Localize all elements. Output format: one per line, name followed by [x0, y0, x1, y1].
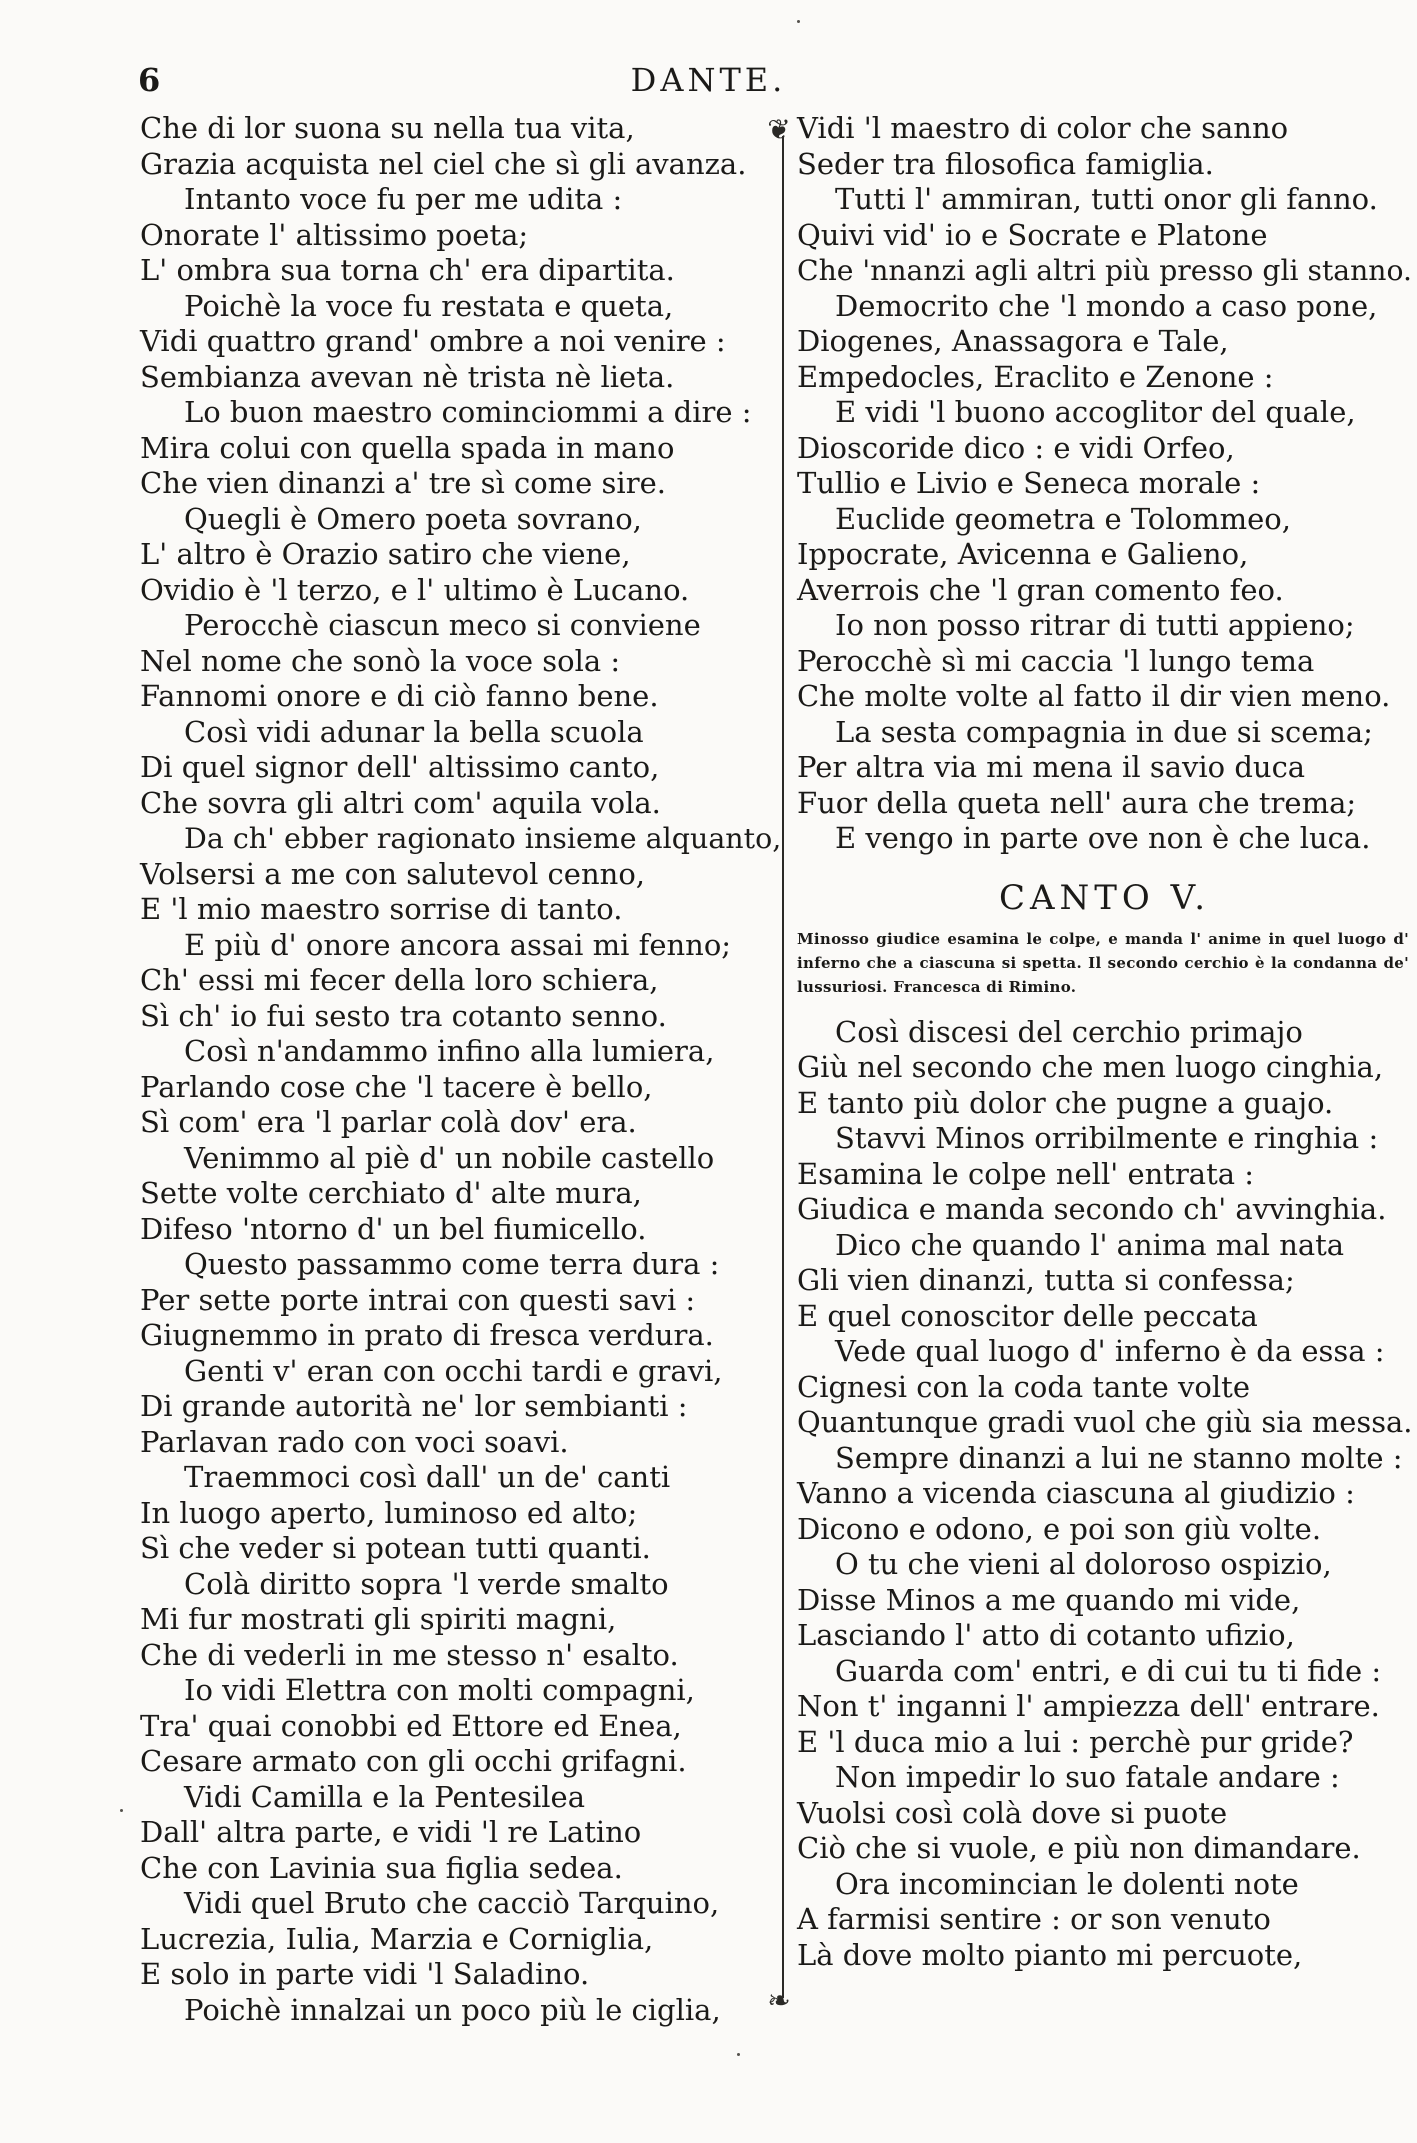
verse-line: Venimmo al piè d' un nobile castello — [184, 1140, 715, 1175]
verse-line: E vengo in parte ove non è che luca. — [835, 821, 1371, 855]
verse-line: Vuolsi così colà dove si puote — [797, 1795, 1228, 1830]
verse-line: Che molte volte al fatto il dir vien meno. — [797, 679, 1391, 713]
verse-line: Quegli è Omero poeta sovrano, — [184, 501, 642, 536]
canto-summary: Minosso giudice esamina le colpe, e manda l' anime in quel luogo d' inferno che a ciascuna si spetta. Il secondo cerchio è la condanna de' lussuriosi. Francesca di Rimino. — [797, 929, 1409, 996]
paper-speck — [120, 1809, 123, 1812]
verse-line: Parlando cose che 'l tacere è bello, — [140, 1069, 653, 1104]
verse-line: Poichè la voce fu restata e queta, — [184, 288, 674, 323]
verse-line: Vidi Camilla e la Pentesilea — [184, 1779, 585, 1814]
verse-line: Traemmoci così dall' un de' canti — [184, 1460, 671, 1494]
verse-line: Tra' quai conobbi ed Ettore ed Enea, — [140, 1708, 682, 1743]
verse-line: Io vidi Elettra con molti compagni, — [184, 1673, 695, 1707]
verse-line: Di quel signor dell' altissimo canto, — [140, 750, 660, 784]
verse-line: Cignesi con la coda tante volte — [797, 1369, 1250, 1404]
verse-line: Fannomi onore e di ciò fanno bene. — [140, 679, 659, 713]
verse-line: Giù nel secondo che men luogo cinghia, — [797, 1050, 1384, 1084]
canto-title: CANTO V. — [998, 877, 1211, 918]
verse-line: Per sette porte intrai con questi savi : — [140, 1282, 696, 1317]
verse-line: L' ombra sua torna ch' era dipartita. — [140, 253, 675, 287]
verse-line: Difeso 'ntorno d' un bel fiumicello. — [140, 1211, 647, 1246]
verse-line: Sempre dinanzi a lui ne stanno molte : — [835, 1440, 1403, 1475]
verse-line: Vidi quattro grand' ombre a noi venire : — [140, 324, 726, 358]
verse-line: Giudica e manda secondo ch' avvinghia. — [797, 1192, 1387, 1226]
verse-line: Onorate l' altissimo poeta; — [140, 217, 529, 252]
fleuron-ornament-icon: ❦ — [767, 113, 791, 146]
verse-line: E più d' onore ancora assai mi fenno; — [184, 927, 732, 962]
verse-line: Non impedir lo suo fatale andare : — [835, 1760, 1340, 1794]
verse-line: A farmisi sentire : or son venuto — [797, 1902, 1271, 1936]
verse-line: Vidi quel Bruto che cacciò Tarquino, — [184, 1886, 720, 1920]
verse-line: Seder tra filosofica famiglia. — [797, 146, 1214, 181]
verse-line: Parlavan rado con voci soavi. — [140, 1424, 569, 1459]
verse-line: Ciò che si vuole, e più non dimandare. — [797, 1831, 1361, 1865]
fleuron-ornament-icon: ❧ — [767, 1984, 791, 2017]
verse-line: Ch' essi mi fecer della loro schiera, — [140, 963, 659, 997]
verse-line: Questo passammo come terra dura : — [184, 1247, 720, 1281]
verse-line: E solo in parte vidi 'l Saladino. — [140, 1957, 590, 1991]
verse-line: E 'l duca mio a lui : perchè pur gride? — [797, 1724, 1354, 1759]
verse-line: O tu che vieni al doloroso ospizio, — [835, 1547, 1332, 1581]
verse-line: Ippocrate, Avicenna e Galieno, — [797, 537, 1249, 571]
verse-line: Quivi vid' io e Socrate e Platone — [797, 217, 1268, 252]
verse-line: L' altro è Orazio satiro che viene, — [140, 537, 631, 571]
verse-line: Tutti l' ammiran, tutti onor gli fanno. — [835, 182, 1378, 216]
verse-line: Ovidio è 'l terzo, e l' ultimo è Lucano. — [140, 572, 690, 607]
verse-line: Vanno a vicenda ciascuna al giudizio : — [797, 1476, 1355, 1510]
verse-line: E quel conoscitor delle peccata — [797, 1298, 1258, 1333]
verse-line: Volsersi a me con salutevol cenno, — [140, 856, 645, 891]
verse-line: Nel nome che sonò la voce sola : — [140, 643, 621, 678]
verse-line: Grazia acquista nel ciel che sì gli avanza. — [140, 146, 747, 181]
verse-line: Intanto voce fu per me udita : — [184, 182, 623, 216]
running-title: DANTE. — [630, 61, 787, 99]
verse-line: Lucrezia, Iulia, Marzia e Corniglia, — [140, 1921, 654, 1956]
paper-speck — [737, 2053, 740, 2056]
right-column — [797, 111, 1412, 1973]
verse-line: Dicono e odono, e poi son giù volte. — [797, 1511, 1322, 1546]
left-column — [140, 111, 780, 2028]
verse-line: Poichè innalzai un poco più le ciglia, — [184, 1992, 721, 2027]
verse-line: Mira colui con quella spada in mano — [140, 430, 675, 465]
verse-line: Stavvi Minos orribilmente e ringhia : — [835, 1121, 1379, 1155]
verse-line: Che vien dinanzi a' tre sì come sire. — [140, 466, 666, 500]
verse-line: Non t' inganni l' ampiezza dell' entrare. — [797, 1689, 1380, 1723]
verse-line: Vede qual luogo d' inferno è da essa : — [835, 1334, 1385, 1368]
verse-line: Da ch' ebber ragionato insieme alquanto, — [184, 822, 782, 855]
verse-line: Perocchè ciascun meco si conviene — [184, 608, 701, 642]
verse-line: Empedocles, Eraclito e Zenone : — [797, 359, 1274, 394]
verse-line: Che 'nnanzi agli altri più presso gli stanno. — [797, 254, 1412, 287]
verse-line: Vidi 'l maestro di color che sanno — [797, 111, 1289, 145]
verse-line: Ora incomincian le dolenti note — [835, 1866, 1299, 1901]
verse-line: Così n'andammo infino alla lumiera, — [184, 1034, 715, 1068]
verse-line: Sì ch' io fui sesto tra cotanto senno. — [140, 998, 667, 1033]
verse-line: Gli vien dinanzi, tutta si confessa; — [797, 1263, 1295, 1297]
verse-line: Dall' altra parte, e vidi 'l re Latino — [140, 1815, 642, 1849]
verse-line: Perocchè sì mi caccia 'l lungo tema — [797, 643, 1315, 678]
verse-line: Di grande autorità ne' lor sembianti : — [140, 1389, 688, 1423]
verse-line: Per altra via mi mena il savio duca — [797, 750, 1306, 784]
verse-line: Sì com' era 'l parlar colà dov' era. — [140, 1105, 637, 1139]
verse-line: Che di vederli in me stesso n' esalto. — [140, 1637, 679, 1672]
verse-line: Disse Minos a me quando mi vide, — [797, 1582, 1301, 1617]
verse-line: Democrito che 'l mondo a caso pone, — [835, 288, 1378, 323]
verse-line: Che sovra gli altri com' aquila vola. — [140, 785, 661, 820]
verse-line: Guarda com' entri, e di cui tu ti fide : — [835, 1653, 1382, 1688]
verse-line: Dico che quando l' anima mal nata — [835, 1227, 1345, 1262]
verse-line: Quantunque gradi vuol che giù sia messa. — [797, 1405, 1413, 1439]
verse-line: Colà diritto sopra 'l verde smalto — [184, 1566, 669, 1601]
verse-line: Averrois che 'l gran comento feo. — [797, 572, 1284, 607]
verse-line: In luogo aperto, luminoso ed alto; — [140, 1495, 638, 1530]
column-divider — [782, 136, 784, 1998]
verse-line: Io non posso ritrar di tutti appieno; — [835, 608, 1355, 642]
verse-line: Euclide geometra e Tolommeo, — [835, 501, 1291, 536]
verse-line: Lo buon maestro cominciommi a dire : — [184, 395, 752, 429]
verse-line: Mi fur mostrati gli spiriti magni, — [140, 1602, 617, 1636]
verse-line: Così vidi adunar la bella scuola — [184, 714, 644, 749]
verse-line: Che di lor suona su nella tua vita, — [140, 111, 635, 145]
verse-line: Lasciando l' atto di cotanto ufizio, — [797, 1618, 1295, 1652]
page-number: 6 — [138, 61, 161, 99]
verse-line: Diogenes, Anassagora e Tale, — [797, 324, 1229, 358]
canto-v-verses — [797, 1015, 1412, 1974]
verse-line: Tullio e Livio e Seneca morale : — [797, 466, 1261, 500]
verse-line: Sembianza avevan nè trista nè lieta. — [140, 359, 675, 394]
verse-line: Così discesi del cerchio primajo — [835, 1014, 1303, 1049]
verse-line: Cesare armato con gli occhi grifagni. — [140, 1744, 687, 1778]
verse-line: Dioscoride dico : e vidi Orfeo, — [797, 430, 1235, 465]
verse-line: Là dove molto pianto mi percuote, — [797, 1937, 1303, 1972]
verse-line: La sesta compagnia in due si scema; — [835, 714, 1373, 749]
verse-line: E tanto più dolor che pugne a guajo. — [797, 1085, 1334, 1120]
verse-line: Giugnemmo in prato di fresca verdura. — [140, 1318, 714, 1352]
paper-speck — [797, 20, 800, 23]
verse-line: Genti v' eran con occhi tardi e gravi, — [184, 1353, 723, 1388]
verse-line: E vidi 'l buono accoglitor del quale, — [835, 395, 1356, 429]
verse-line: E 'l mio maestro sorrise di tanto. — [140, 892, 623, 926]
verse-line: Sette volte cerchiato d' alte mura, — [140, 1176, 642, 1210]
verse-line: Esamina le colpe nell' entrata : — [797, 1156, 1255, 1191]
verse-line: Sì che veder si potean tutti quanti. — [140, 1531, 651, 1565]
verse-line: Che con Lavinia sua figlia sedea. — [140, 1850, 623, 1885]
verse-line: Fuor della queta nell' aura che trema; — [797, 785, 1357, 820]
canto-iv-conclusion — [797, 111, 1412, 857]
